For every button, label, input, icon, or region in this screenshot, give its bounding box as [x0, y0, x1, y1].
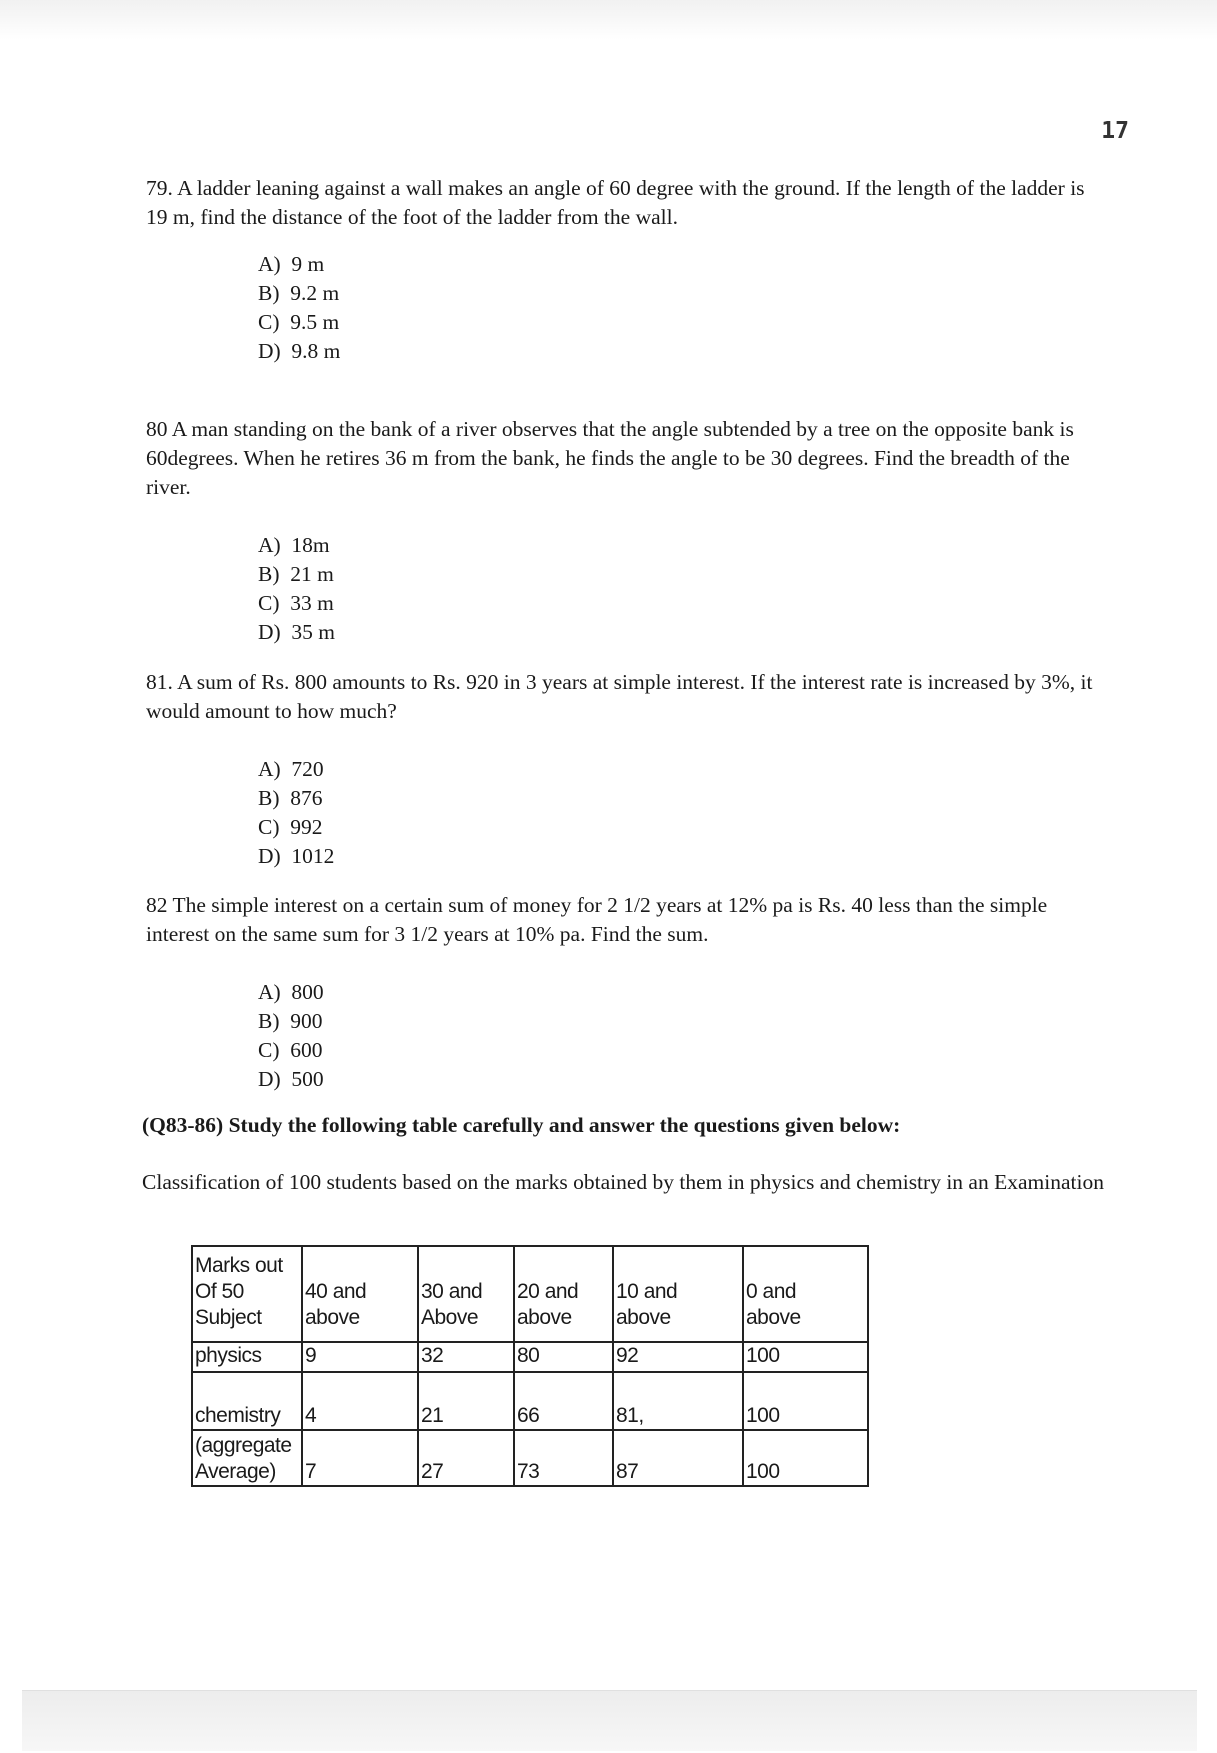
table-cell: 100	[743, 1430, 868, 1486]
option-b: B) 876	[258, 786, 323, 810]
options-79	[258, 250, 340, 366]
options-81	[258, 755, 334, 871]
table-cell: 7	[302, 1430, 418, 1486]
table-cell: 9	[302, 1342, 418, 1372]
page-number: 17	[1101, 118, 1129, 144]
option-b: B) 900	[258, 1009, 323, 1033]
options-80	[258, 531, 335, 647]
option-b: B) 9.2 m	[258, 281, 340, 305]
row-label-chemistry: chemistry	[192, 1372, 302, 1430]
table-cell: 73	[514, 1430, 613, 1486]
table-cell: 66	[514, 1372, 613, 1430]
option-a: A) 720	[258, 757, 324, 781]
table-cell: 32	[418, 1342, 514, 1372]
header-line: above	[305, 1306, 360, 1329]
header-line: Of 50	[195, 1280, 244, 1303]
row-label-physics: physics	[192, 1342, 302, 1372]
table-cell: 80	[514, 1342, 613, 1372]
header-line: 40 and	[305, 1280, 367, 1303]
marks-table	[191, 1245, 869, 1487]
option-a: A) 800	[258, 980, 324, 1004]
table-header-row	[192, 1246, 868, 1342]
table-cell: 81,	[613, 1372, 743, 1430]
table-cell: 27	[418, 1430, 514, 1486]
header-line: above	[616, 1306, 671, 1329]
header-line: Subject	[195, 1306, 262, 1329]
header-line: above	[746, 1306, 801, 1329]
scan-bottom-edge	[22, 1690, 1197, 1751]
header-line: 20 and	[517, 1280, 579, 1303]
option-c: C) 33 m	[258, 591, 334, 615]
table-cell: 92	[613, 1342, 743, 1372]
option-b: B) 21 m	[258, 562, 334, 586]
option-d: D) 35 m	[258, 620, 336, 644]
scan-top-edge	[0, 0, 1217, 40]
option-c: C) 9.5 m	[258, 310, 340, 334]
section-heading: (Q83-86) Study the following table carefully and answer the questions given below:	[142, 1113, 901, 1137]
table-cell: 100	[743, 1342, 868, 1372]
table-cell: 100	[743, 1372, 868, 1430]
header-20-above	[514, 1246, 613, 1342]
row-label-aggregate	[192, 1430, 302, 1486]
header-line: 10 and	[616, 1280, 678, 1303]
table-caption: Classification of 100 students based on the marks obtained by them in physics and chemistry in an Examination	[142, 1170, 1104, 1194]
header-line: 30 and	[421, 1280, 483, 1303]
header-30-above	[418, 1246, 514, 1342]
header-40-above	[302, 1246, 418, 1342]
question-79: 79. A ladder leaning against a wall makes an angle of 60 degree with the ground. If the length of the ladder is 19 m, find the distance of the foot of the ladder from the wall.	[146, 176, 1085, 229]
options-82	[258, 978, 324, 1094]
option-c: C) 600	[258, 1038, 323, 1062]
option-d: D) 1012	[258, 844, 335, 868]
question-81: 81. A sum of Rs. 800 amounts to Rs. 920 in 3 years at simple interest. If the interest rate is increased by 3%, it would amount to how much?	[146, 670, 1093, 723]
table-row	[192, 1372, 868, 1430]
row-label-line: Average)	[195, 1460, 276, 1483]
question-82: 82 The simple interest on a certain sum of money for 2 1/2 years at 12% pa is Rs. 40 less than the simple interest on the same sum for 3 1/2 years at 10% pa. Find the sum.	[146, 893, 1048, 946]
table-row	[192, 1430, 868, 1486]
option-c: C) 992	[258, 815, 323, 839]
header-10-above	[613, 1246, 743, 1342]
option-d: D) 9.8 m	[258, 339, 341, 363]
option-d: D) 500	[258, 1067, 324, 1091]
header-line: Marks out	[195, 1254, 283, 1277]
header-line: above	[517, 1306, 572, 1329]
table-row	[192, 1342, 868, 1372]
table-cell: 21	[418, 1372, 514, 1430]
header-line: 0 and	[746, 1280, 797, 1303]
row-label-line: (aggregate	[195, 1434, 292, 1457]
option-a: A) 9 m	[258, 252, 325, 276]
header-0-above	[743, 1246, 868, 1342]
table-cell: 4	[302, 1372, 418, 1430]
question-80: 80 A man standing on the bank of a river observes that the angle subtended by a tree on the opposite bank is 60degrees. When he retires 36 m from the bank, he finds the angle to be 30 degrees. Find the breadth of the river.	[146, 417, 1074, 499]
header-line: Above	[421, 1306, 479, 1329]
option-a: A) 18m	[258, 533, 330, 557]
table-cell: 87	[613, 1430, 743, 1486]
header-marks-subject	[192, 1246, 302, 1342]
